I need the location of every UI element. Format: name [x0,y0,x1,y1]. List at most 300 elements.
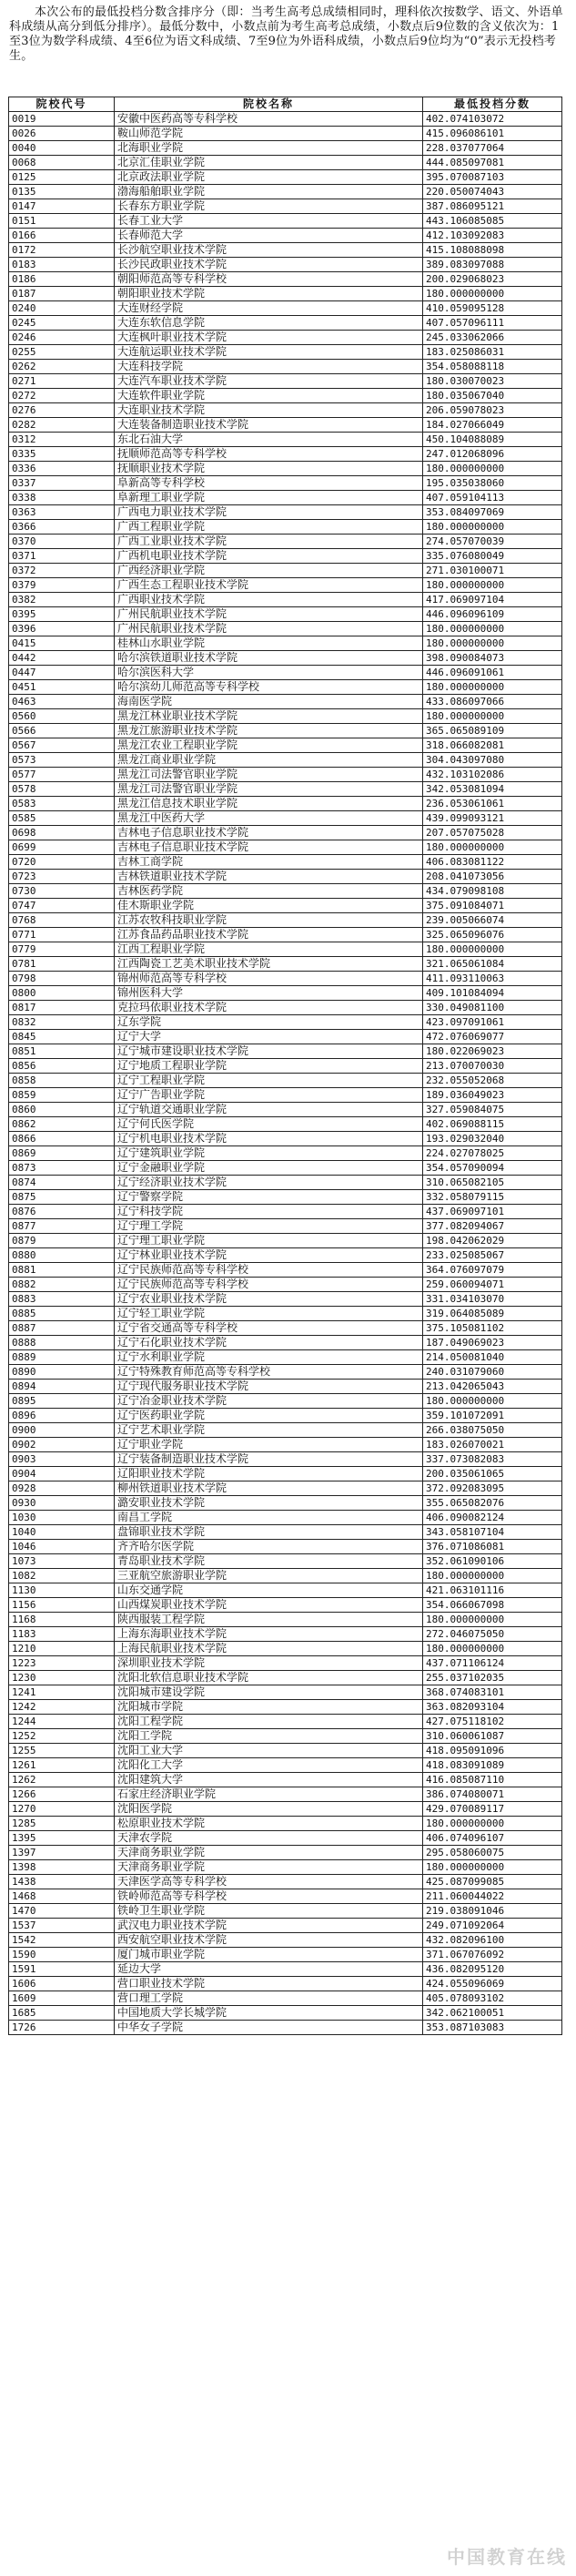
min-score-cell: 353.087103083 [423,2021,562,2035]
school-code-cell: 0125 [9,170,115,185]
school-name-cell: 辽宁冶金职业技术学院 [115,1394,423,1409]
school-name-cell: 上海东海职业技术学院 [115,1627,423,1642]
school-code-cell: 1082 [9,1569,115,1583]
school-code-cell: 0068 [9,156,115,170]
table-row [9,1438,562,1452]
min-score-cell: 200.035061065 [423,1467,562,1481]
min-score-cell: 412.103092083 [423,229,562,243]
min-score-cell: 365.065089109 [423,724,562,738]
school-code-cell: 1183 [9,1627,115,1642]
min-score-cell: 439.099093121 [423,811,562,826]
school-name-cell: 厦门城市职业学院 [115,1948,423,1962]
min-score-cell: 213.042065043 [423,1380,562,1394]
table-row [9,1074,562,1088]
table-row [9,1103,562,1117]
school-code-cell: 1537 [9,1919,115,1933]
school-name-cell: 辽宁何氏医学院 [115,1117,423,1132]
table-row [9,287,562,301]
school-name-cell: 黑龙江信息技术职业学院 [115,797,423,811]
school-name-cell: 锦州师范高等专科学校 [115,972,423,986]
table-row [9,738,562,753]
school-code-cell: 1046 [9,1540,115,1554]
school-name-cell: 铁岭卫生职业学院 [115,1904,423,1919]
school-code-cell: 0577 [9,768,115,782]
table-row [9,1452,562,1467]
table-row [9,797,562,811]
table-row [9,1292,562,1307]
table-row [9,1744,562,1758]
school-code-cell: 0930 [9,1496,115,1511]
table-header-row [9,97,562,112]
school-code-cell: 0147 [9,199,115,214]
school-name-cell: 辽宁医药职业学院 [115,1409,423,1423]
table-row [9,913,562,928]
school-name-cell: 吉林电子信息职业技术学院 [115,826,423,840]
min-score-cell: 239.005066074 [423,913,562,928]
school-code-cell: 0720 [9,855,115,870]
table-row [9,651,562,666]
min-score-cell: 180.000000000 [423,578,562,593]
table-row [9,389,562,403]
table-row [9,1919,562,1933]
table-row [9,1088,562,1103]
school-code-cell: 1609 [9,1991,115,2006]
school-name-cell: 辽宁特殊教育师范高等专科学校 [115,1365,423,1380]
school-name-cell: 哈尔滨幼儿师范高等专科学校 [115,680,423,695]
table-body [9,112,562,2035]
min-score-cell: 240.031079060 [423,1365,562,1380]
min-score-cell: 429.070089117 [423,1802,562,1817]
school-code-cell: 1270 [9,1802,115,1817]
school-code-cell: 0874 [9,1176,115,1190]
min-score-cell: 180.000000000 [423,1569,562,1583]
min-score-cell: 363.082093104 [423,1700,562,1715]
school-code-cell: 1156 [9,1598,115,1613]
school-code-cell: 0585 [9,811,115,826]
school-code-cell: 1685 [9,2006,115,2021]
school-name-cell: 武汉电力职业技术学院 [115,1919,423,1933]
min-score-cell: 272.046075050 [423,1627,562,1642]
school-code-cell: 0800 [9,986,115,1001]
school-name-cell: 沈阳工业大学 [115,1744,423,1758]
school-code-cell: 0040 [9,141,115,156]
school-name-cell: 大连东软信息学院 [115,316,423,331]
school-code-cell: 0282 [9,418,115,433]
school-code-cell: 0730 [9,884,115,899]
table-row [9,316,562,331]
table-row [9,214,562,229]
min-score-cell: 184.027066049 [423,418,562,433]
min-score-cell: 274.057070039 [423,535,562,549]
school-name-cell: 南昌工学院 [115,1511,423,1525]
school-name-cell: 潞安职业技术学院 [115,1496,423,1511]
school-name-cell: 沈阳化工大学 [115,1758,423,1773]
school-name-cell: 天津农学院 [115,1831,423,1846]
table-row [9,1583,562,1598]
min-score-cell: 187.049069023 [423,1336,562,1350]
school-code-cell: 1040 [9,1525,115,1540]
min-score-cell: 318.066082081 [423,738,562,753]
school-code-cell: 0851 [9,1044,115,1059]
min-score-cell: 342.053081094 [423,782,562,797]
school-name-cell: 天津商务职业学院 [115,1860,423,1875]
school-name-cell: 辽宁林业职业技术学院 [115,1248,423,1263]
school-name-cell: 山西煤炭职业技术学院 [115,1598,423,1613]
table-row [9,1846,562,1860]
min-score-cell: 364.076097079 [423,1263,562,1278]
min-score-cell: 337.073082083 [423,1452,562,1467]
table-row [9,666,562,680]
school-code-cell: 0379 [9,578,115,593]
table-row [9,1933,562,1948]
table-row [9,607,562,622]
min-score-cell: 193.029032040 [423,1132,562,1146]
min-score-cell: 321.065061084 [423,957,562,972]
school-code-cell: 1438 [9,1875,115,1889]
school-code-cell: 0873 [9,1161,115,1176]
school-name-cell: 黑龙江旅游职业技术学院 [115,724,423,738]
school-name-cell: 朝阳师范高等专科学校 [115,272,423,287]
school-name-cell: 辽宁大学 [115,1030,423,1044]
table-row [9,1394,562,1409]
table-row [9,768,562,782]
table-row [9,229,562,243]
school-name-cell: 哈尔滨铁道职业技术学院 [115,651,423,666]
table-row [9,1977,562,1991]
school-code-cell: 0889 [9,1350,115,1365]
school-name-cell: 抚顺师范高等专科学校 [115,447,423,462]
min-score-cell: 372.092083095 [423,1481,562,1496]
table-row [9,2006,562,2021]
school-name-cell: 西安航空职业技术学院 [115,1933,423,1948]
school-code-cell: 0902 [9,1438,115,1452]
min-score-cell: 304.043097080 [423,753,562,768]
school-name-cell: 辽宁警察学院 [115,1190,423,1205]
school-name-cell: 辽东学院 [115,1015,423,1030]
school-name-cell: 沈阳北软信息职业技术学院 [115,1671,423,1685]
min-score-cell: 331.034103070 [423,1292,562,1307]
table-row [9,156,562,170]
min-score-cell: 189.036049023 [423,1088,562,1103]
min-score-cell: 395.070087103 [423,170,562,185]
school-code-cell: 0560 [9,709,115,724]
school-name-cell: 辽宁机电职业技术学院 [115,1132,423,1146]
school-code-cell: 0271 [9,374,115,389]
school-name-cell: 沈阳工程学院 [115,1715,423,1729]
school-code-cell: 1285 [9,1817,115,1831]
school-name-cell: 大连软件职业学院 [115,389,423,403]
min-score-cell: 180.000000000 [423,636,562,651]
min-score-cell: 375.091084071 [423,899,562,913]
min-score-cell: 424.055096069 [423,1977,562,1991]
school-name-cell: 三亚航空旅游职业学院 [115,1569,423,1583]
table-row [9,1860,562,1875]
school-code-cell: 1252 [9,1729,115,1744]
school-name-cell: 江苏食品药品职业技术学院 [115,928,423,942]
table-row [9,112,562,127]
school-code-cell: 0371 [9,549,115,564]
school-name-cell: 辽宁城市建设职业技术学院 [115,1044,423,1059]
school-code-cell: 0887 [9,1321,115,1336]
school-code-cell: 1230 [9,1671,115,1685]
min-score-cell: 200.029068023 [423,272,562,287]
min-score-cell: 228.037077064 [423,141,562,156]
min-score-cell: 342.062100051 [423,2006,562,2021]
school-code-cell: 0928 [9,1481,115,1496]
school-name-cell: 辽宁石化职业技术学院 [115,1336,423,1350]
school-name-cell: 中华女子学院 [115,2021,423,2035]
min-score-cell: 433.086097066 [423,695,562,709]
min-score-cell: 319.064085089 [423,1307,562,1321]
school-code-cell: 0382 [9,593,115,607]
min-score-cell: 330.049081100 [423,1001,562,1015]
school-name-cell: 松原职业技术学院 [115,1817,423,1831]
min-score-cell: 371.067076092 [423,1948,562,1962]
min-score-cell: 180.000000000 [423,840,562,855]
table-row [9,695,562,709]
min-score-cell: 180.000000000 [423,520,562,535]
school-code-cell: 1397 [9,1846,115,1860]
school-code-cell: 1591 [9,1962,115,1977]
school-name-cell: 渤海船舶职业学院 [115,185,423,199]
min-score-cell: 343.058107104 [423,1525,562,1540]
table-row [9,418,562,433]
min-score-cell: 180.000000000 [423,1613,562,1627]
table-row [9,549,562,564]
header-school-name: 院校名称 [115,97,423,112]
min-score-cell: 406.083081122 [423,855,562,870]
school-code-cell: 1030 [9,1511,115,1525]
school-name-cell: 上海民航职业技术学院 [115,1642,423,1656]
school-name-cell: 东北石油大学 [115,433,423,447]
table-row [9,170,562,185]
school-name-cell: 辽宁省交通高等专科学校 [115,1321,423,1336]
school-name-cell: 深圳职业技术学院 [115,1656,423,1671]
school-name-cell: 桂林山水职业学院 [115,636,423,651]
school-name-cell: 青岛职业技术学院 [115,1554,423,1569]
school-code-cell: 0240 [9,301,115,316]
table-row [9,636,562,651]
min-score-cell: 418.095091096 [423,1744,562,1758]
table-row [9,1380,562,1394]
header-school-code: 院校代号 [9,97,115,112]
school-code-cell: 1242 [9,1700,115,1715]
table-row [9,1161,562,1176]
table-row [9,753,562,768]
school-code-cell: 0876 [9,1205,115,1219]
school-code-cell: 0845 [9,1030,115,1044]
table-row [9,1656,562,1671]
school-name-cell: 辽宁职业学院 [115,1438,423,1452]
min-score-cell: 180.000000000 [423,1860,562,1875]
table-row [9,345,562,360]
school-code-cell: 0859 [9,1088,115,1103]
min-score-cell: 183.026070021 [423,1438,562,1452]
school-name-cell: 北京政法职业学院 [115,170,423,185]
school-code-cell: 0798 [9,972,115,986]
min-score-cell: 214.050081040 [423,1350,562,1365]
school-code-cell: 0858 [9,1074,115,1088]
min-score-cell: 407.057096111 [423,316,562,331]
school-name-cell: 吉林工商学院 [115,855,423,870]
school-code-cell: 0890 [9,1365,115,1380]
min-score-cell: 415.108088098 [423,243,562,258]
school-name-cell: 大连财经学院 [115,301,423,316]
school-name-cell: 哈尔滨医科大学 [115,666,423,680]
school-code-cell: 1168 [9,1613,115,1627]
school-name-cell: 广州民航职业技术学院 [115,622,423,636]
school-code-cell: 0363 [9,505,115,520]
school-name-cell: 吉林电子信息职业技术学院 [115,840,423,855]
min-score-cell: 437.069097101 [423,1205,562,1219]
school-code-cell: 0883 [9,1292,115,1307]
min-score-cell: 236.053061061 [423,797,562,811]
table-row [9,1540,562,1554]
school-code-cell: 0832 [9,1015,115,1030]
table-row [9,476,562,491]
min-score-cell: 406.074096107 [423,1831,562,1846]
school-name-cell: 大连航运职业技术学院 [115,345,423,360]
min-score-cell: 421.063101116 [423,1583,562,1598]
min-score-cell: 443.106085085 [423,214,562,229]
min-score-cell: 386.074080071 [423,1787,562,1802]
table-row [9,1365,562,1380]
school-code-cell: 0877 [9,1219,115,1234]
table-row [9,1234,562,1248]
table-row [9,1525,562,1540]
table-row [9,447,562,462]
table-row [9,374,562,389]
table-row [9,301,562,316]
min-score-cell: 446.096091061 [423,666,562,680]
min-score-cell: 425.087099085 [423,1875,562,1889]
table-row [9,957,562,972]
min-score-cell: 180.000000000 [423,287,562,301]
school-code-cell: 0447 [9,666,115,680]
table-row [9,1671,562,1685]
school-name-cell: 广西工业职业技术学院 [115,535,423,549]
school-name-cell: 黑龙江农业工程职业学院 [115,738,423,753]
school-name-cell: 大连枫叶职业技术学院 [115,331,423,345]
table-row [9,360,562,374]
school-code-cell: 1241 [9,1685,115,1700]
min-score-cell: 335.076080049 [423,549,562,564]
min-score-cell: 224.027078025 [423,1146,562,1161]
school-code-cell: 0166 [9,229,115,243]
school-name-cell: 辽宁艺术职业学院 [115,1423,423,1438]
min-score-cell: 437.071106124 [423,1656,562,1671]
school-code-cell: 0856 [9,1059,115,1074]
school-name-cell: 长春师范大学 [115,229,423,243]
table-row [9,855,562,870]
watermark-logo: 中国教育在线 [447,2546,567,2568]
school-code-cell: 0246 [9,331,115,345]
min-score-cell: 417.069097104 [423,593,562,607]
table-row [9,578,562,593]
min-score-cell: 375.105081102 [423,1321,562,1336]
school-name-cell: 吉林铁道职业技术学院 [115,870,423,884]
school-name-cell: 江西陶瓷工艺美术职业技术学院 [115,957,423,972]
table-row [9,1044,562,1059]
school-name-cell: 江苏农牧科技职业学院 [115,913,423,928]
min-score-cell: 180.022069023 [423,1044,562,1059]
school-code-cell: 0135 [9,185,115,199]
table-row [9,1948,562,1962]
school-name-cell: 营口理工学院 [115,1991,423,2006]
table-row [9,1321,562,1336]
school-code-cell: 1262 [9,1773,115,1787]
school-name-cell: 辽宁农业职业技术学院 [115,1292,423,1307]
min-score-cell: 402.074103072 [423,112,562,127]
min-score-cell: 432.082096100 [423,1933,562,1948]
min-score-cell: 415.096086101 [423,127,562,141]
school-code-cell: 0567 [9,738,115,753]
score-table [8,97,562,2035]
school-code-cell: 0337 [9,476,115,491]
table-row [9,1511,562,1525]
school-name-cell: 辽阳职业技术学院 [115,1467,423,1481]
table-row [9,724,562,738]
school-code-cell: 0698 [9,826,115,840]
school-name-cell: 辽宁民族师范高等专科学校 [115,1263,423,1278]
min-score-cell: 398.090084073 [423,651,562,666]
school-code-cell: 0862 [9,1117,115,1132]
school-code-cell: 0272 [9,389,115,403]
table-row [9,1904,562,1919]
school-code-cell: 1073 [9,1554,115,1569]
table-row [9,1773,562,1787]
school-code-cell: 0183 [9,258,115,272]
school-code-cell: 0894 [9,1380,115,1394]
min-score-cell: 180.035067040 [423,389,562,403]
table-row [9,1729,562,1744]
min-score-cell: 332.058079115 [423,1190,562,1205]
school-code-cell: 0172 [9,243,115,258]
school-name-cell: 广西机电职业技术学院 [115,549,423,564]
min-score-cell: 325.065096076 [423,928,562,942]
school-name-cell: 江西工程职业学院 [115,942,423,957]
school-code-cell: 0866 [9,1132,115,1146]
table-row [9,1146,562,1161]
school-name-cell: 海南医学院 [115,695,423,709]
min-score-cell: 180.000000000 [423,942,562,957]
school-name-cell: 沈阳医学院 [115,1802,423,1817]
table-row [9,870,562,884]
table-row [9,942,562,957]
school-code-cell: 0723 [9,870,115,884]
school-code-cell: 0747 [9,899,115,913]
school-name-cell: 北京汇佳职业学院 [115,156,423,170]
school-name-cell: 陕西服装工程学院 [115,1613,423,1627]
min-score-cell: 180.000000000 [423,709,562,724]
school-code-cell: 0442 [9,651,115,666]
table-row [9,1715,562,1729]
school-name-cell: 长沙航空职业技术学院 [115,243,423,258]
table-row [9,782,562,797]
school-code-cell: 0880 [9,1248,115,1263]
table-row [9,1569,562,1583]
intro-paragraph [9,5,569,64]
min-score-cell: 354.057090094 [423,1161,562,1176]
school-name-cell: 广西经济职业学院 [115,564,423,578]
min-score-cell: 180.000000000 [423,462,562,476]
min-score-cell: 355.065082076 [423,1496,562,1511]
school-name-cell: 鞍山师范学院 [115,127,423,141]
school-code-cell: 0566 [9,724,115,738]
table-row [9,1205,562,1219]
school-name-cell: 辽宁地质工程职业学院 [115,1059,423,1074]
school-code-cell: 0187 [9,287,115,301]
